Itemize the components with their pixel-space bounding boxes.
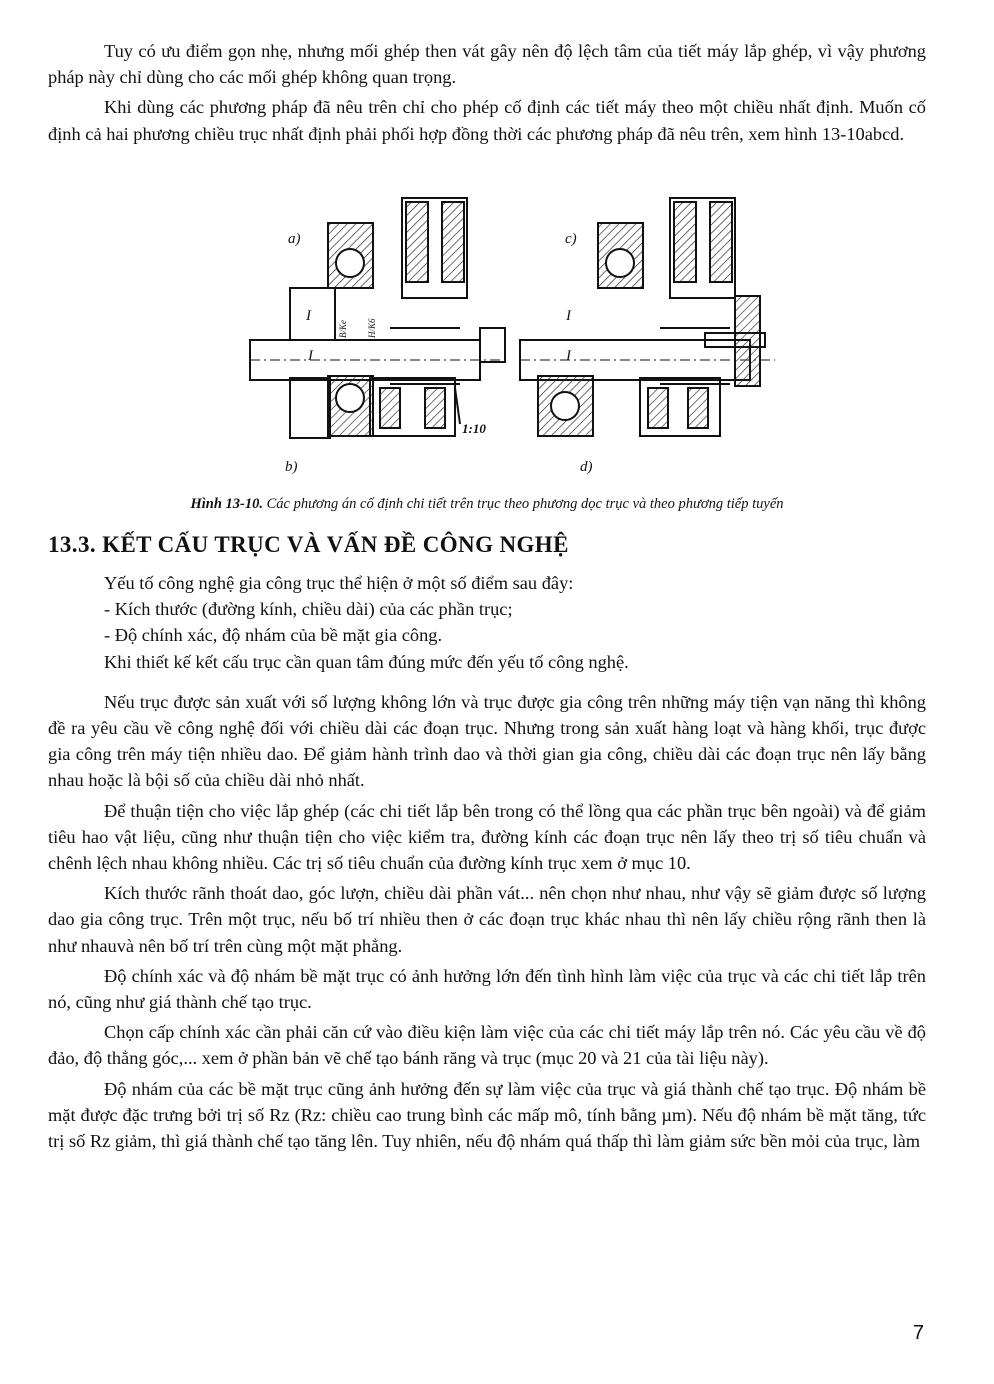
figure-label-d: d) [580,459,593,475]
list-item: - Độ chính xác, độ nhám của bề mặt gia công. [104,625,443,646]
nut-left [480,328,505,362]
list-item: - Kích thước (đường kính, chiều dài) của các phần trục; [104,599,513,620]
intro-text [48,38,926,147]
figure-caption [48,496,926,513]
section-body [48,570,926,1154]
figure-label-a: a) [288,231,301,247]
figure-label-b: b) [285,459,298,475]
paragraph: Khi thiết kế kết cấu trục cần quan tâm đúng mức đến yếu tố công nghệ. [104,651,629,672]
paragraph: Yếu tố công nghệ gia công trục thể hiện ở một số điểm sau đây: [104,573,574,593]
paragraph: Tuy có ưu điểm gọn nhẹ, nhưng mối ghép then vát gây nên độ lệch tâm của tiết máy lắp ghép, vì vậy phương pháp này chỉ dùng cho các mối ghép không quan trọng. [48,41,926,88]
taper-mark: 1:10 [462,421,486,436]
paragraph: Nếu trục được sản xuất với số lượng không lớn và trục được gia công trên những máy tiện vạn năng thì không đề ra yêu cầu về công nghệ đối với chiều dài các đoạn trục. Nhưng trong sản xuất hàng loạt và hàng khối, trục được gia công trên máy tiện nhiều dao. Để giảm hành trình dao và thời gian gia công, chiều dài các đoạn trục nên lấy bằng nhau hoặc là bội số của chiều dài nhỏ nhất. [48,691,926,791]
shaft-assembly-drawing [230,188,790,488]
shaft-mark: I [306,308,311,324]
caption-text: Các phương án cố định chi tiết trên trục theo phương dọc trục và theo phương tiếp tuyến [266,496,784,512]
paragraph: Khi dùng các phương pháp đã nêu trên chỉ cho phép cố định các tiết máy theo một chiều nhất định. Muốn cố định cả hai phương chiều trục nhất định phải phối hợp đồng thời các phương pháp đã nêu trên, xem hình 13-10abcd. [48,97,926,144]
washer-right [735,296,760,386]
paragraph: Để thuận tiện cho việc lắp ghép (các chi tiết lắp bên trong có thể lồng qua các phần trục bên ngoài) và để giảm tiêu hao vật liệu, cũng như thuận tiện cho việc kiểm tra, đường kính các đoạn trục nên lấy theo trị số tiêu chuẩn và chênh lệch nhau không nhiều. Các trị số tiêu chuẩn của đường kính trục xem ở mục 10. [48,800,926,874]
paragraph: Độ chính xác và độ nhám bề mặt trục có ảnh hưởng lớn đến tình hình làm việc của trục và các chi tiết lắp trên nó, cũng như giá thành chế tạo trục. [48,965,926,1013]
paragraph: Chọn cấp chính xác cần phải căn cứ vào điều kiện làm việc của các chi tiết máy lắp trên nó. Các yêu cầu về độ đảo, độ thẳng góc,... xem ở phần bản vẽ chế tạo bánh răng và trục (mục 20 và 21 của tài liệu này). [48,1022,926,1069]
shaft-mark: I [566,348,571,364]
fit-mark: H/K6 [367,318,377,338]
figure-13-10 [230,188,790,488]
shaft-mark: I [308,348,313,364]
shaft-mark: I [566,308,571,324]
paragraph: Độ nhám của các bề mặt trục cũng ảnh hưởng đến sự làm việc của trục và giá thành chế tạo trục. Độ nhám bề mặt được đặc trưng bởi trị số Rz (Rz: chiều cao trung bình các mấp mô, tính bằng µm). Nếu độ nhám bề mặt tăng, tức trị số Rz giảm, thì giá thành chế tạo tăng lên. Tuy nhiên, nếu độ nhám quá thấp thì làm giảm sức bền mỏi của trục, làm [48,1078,926,1152]
caption-label: Hình 13-10. [190,496,263,512]
figure-label-c: c) [565,231,577,247]
page-number: 7 [912,1322,924,1344]
fit-mark: B/Ke [338,320,348,338]
paragraph: Kích thước rãnh thoát dao, góc lượn, chiều dài phần vát... nên chọn như nhau, như vậy sẽ giảm được số lượng dao gia công trục. Trên một trục, nếu bố trí nhiều then ở các đoạn trục khác nhau thì nên lấy chiều rộng rãnh then là như nhauvà nên bố trí trên cùng một mặt phẳng. [48,883,926,956]
section-heading: 13.3. KẾT CẤU TRỤC VÀ VẤN ĐỀ CÔNG NGHỆ [48,532,569,557]
